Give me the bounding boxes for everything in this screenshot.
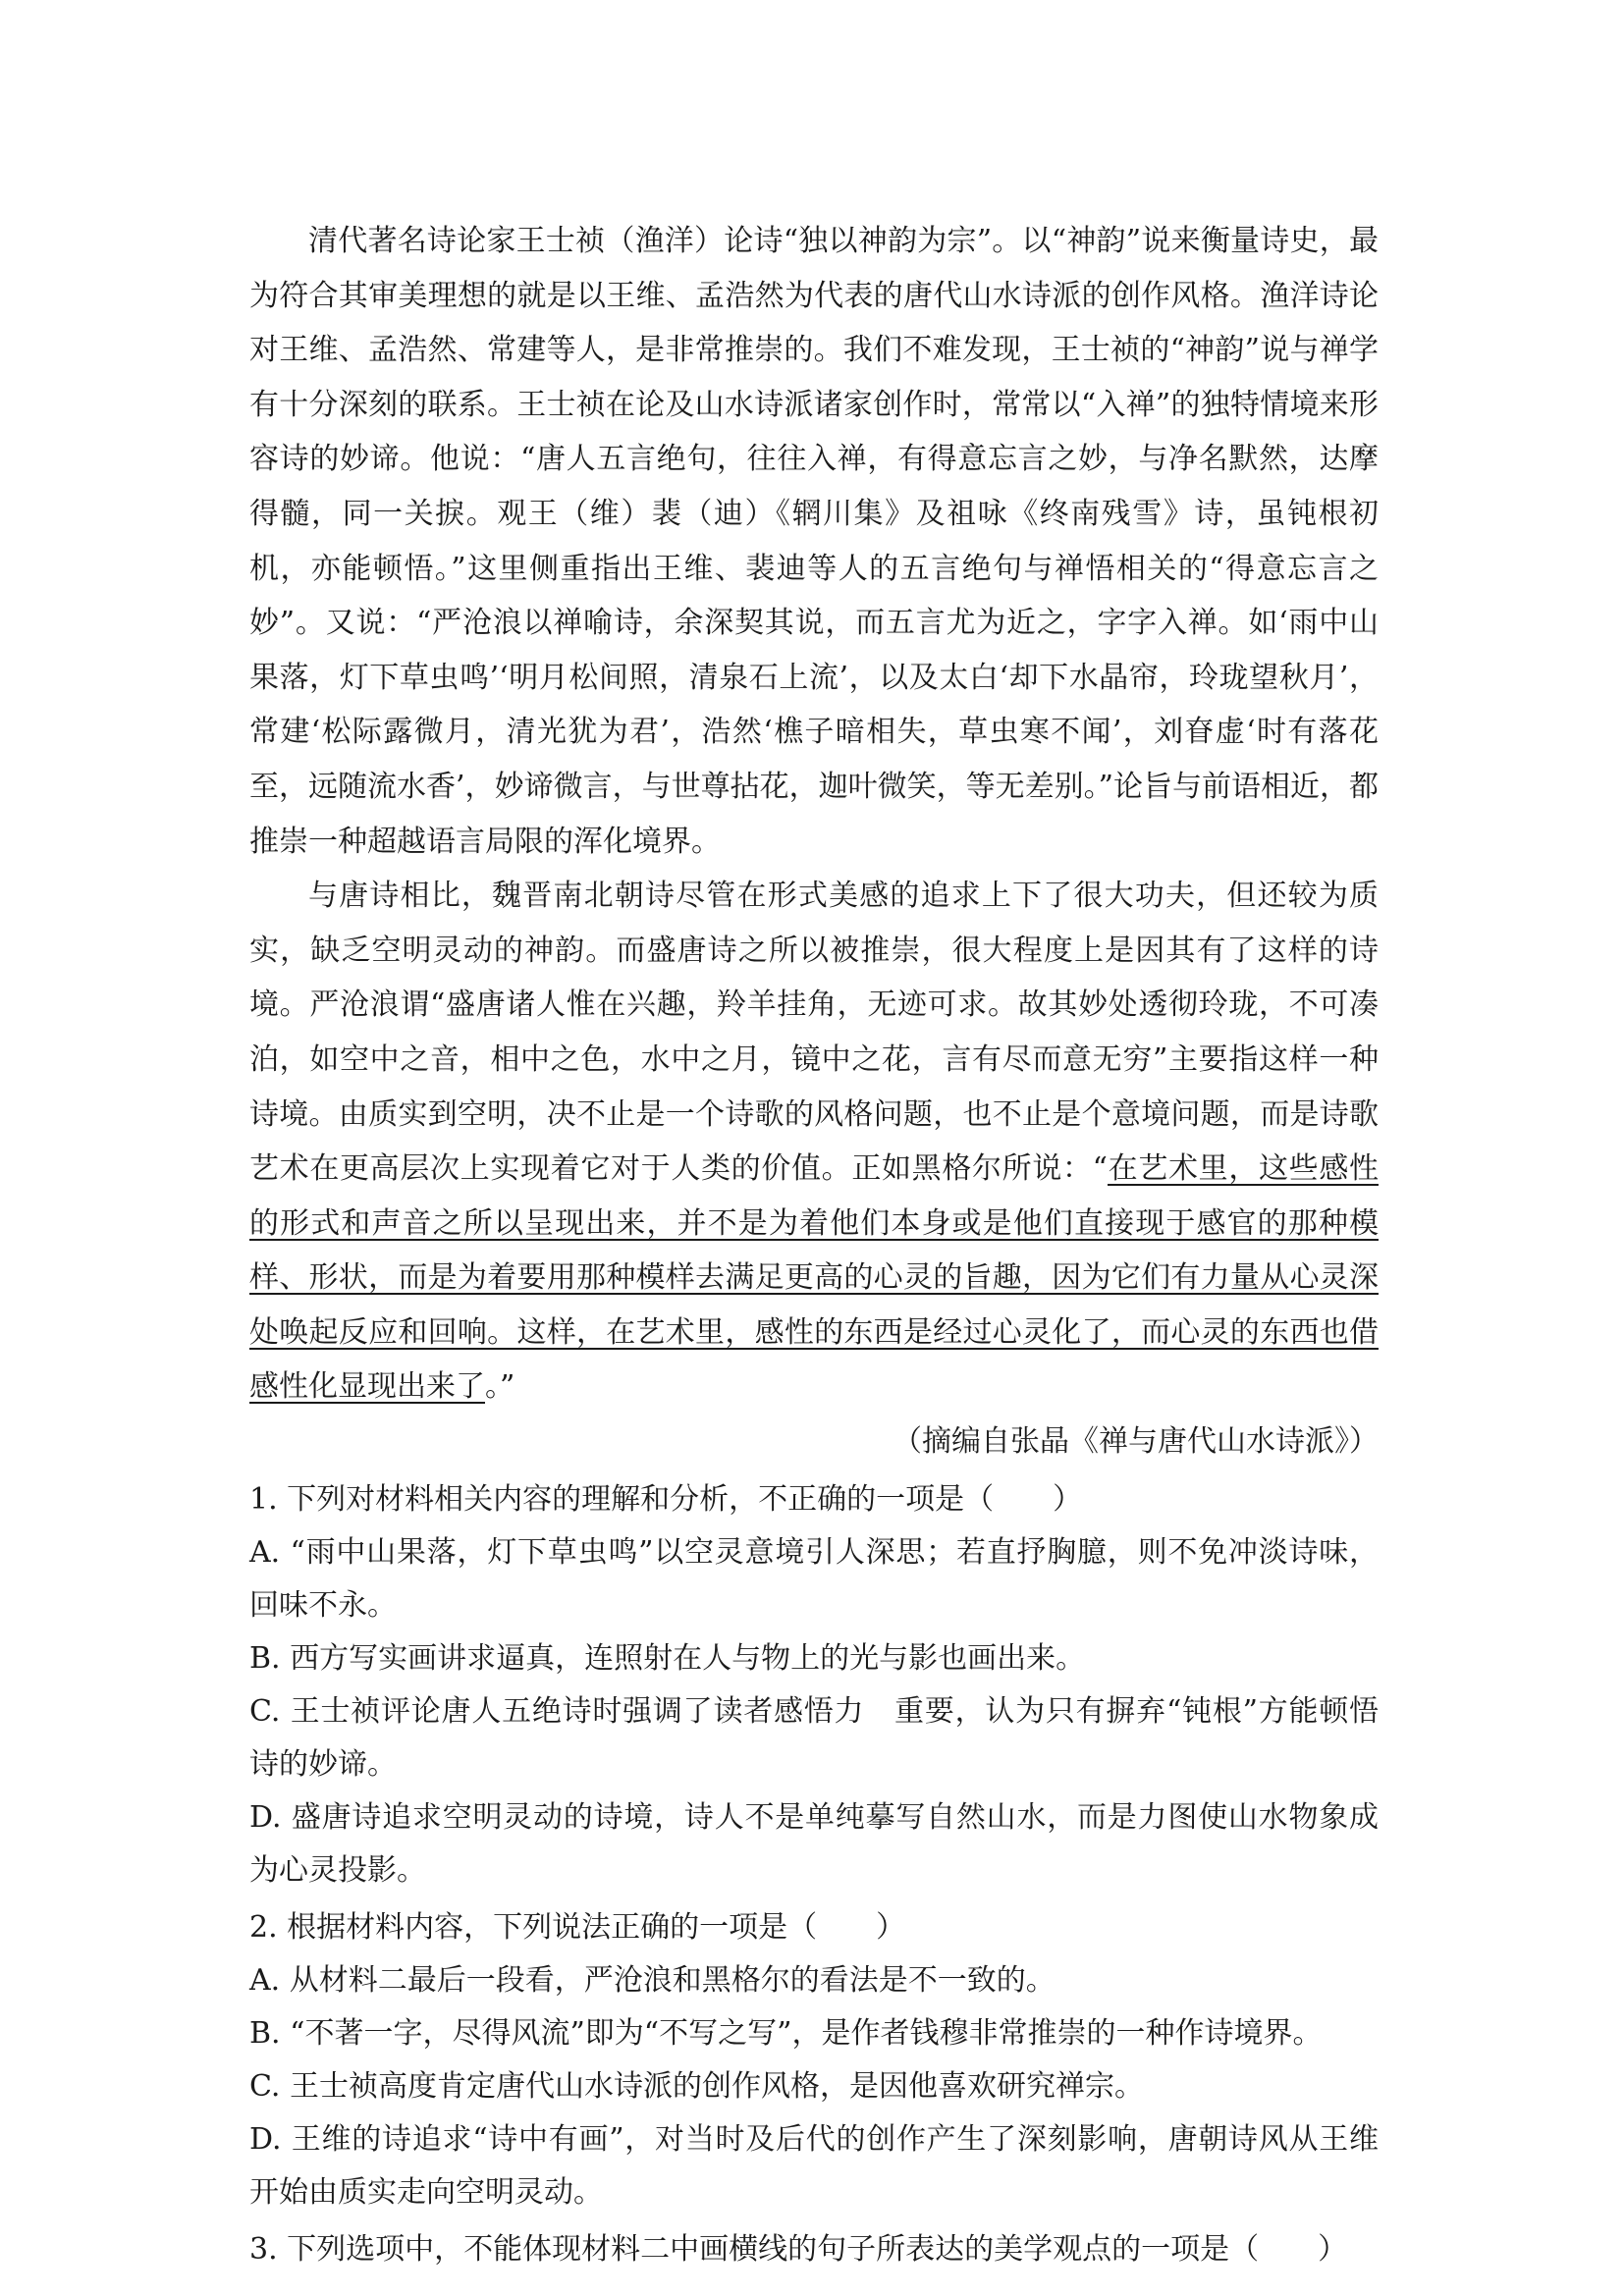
option-b[interactable]: B. 西方写实画讲求逼真，连照射在人与物上的光与影也画出来。	[249, 1640, 1086, 1676]
question-stem: 1. 下列对材料相关内容的理解和分析，不正确的一项是（ ）	[249, 1481, 1083, 1517]
question-stem: 2. 根据材料内容，下列说法正确的一项是（ ）	[249, 1909, 906, 1945]
option-d[interactable]: D. 盛唐诗追求空明灵动的诗境，诗人不是单纯摹写自然山水，而是力图使山水物象成为心灵投影。	[249, 1799, 1379, 1888]
paragraph-2-text: 与唐诗相比，魏晋南北朝诗尽管在形式美感的追求上下了很大功夫，但还较为质实，缺乏空明灵动的神韵。而盛唐诗之所以被推崇，很大程度上是因其有了这样的诗境。严沧浪谓“盛唐诸人惟在兴趣，羚羊挂角，无迹可求。故其妙处透彻玲珑，不可凑泊，如空中之音，相中之色，水中之月，镜中之花，言有尽而意无穷”主要指这样一种诗境。由质实到空明，决不止是一个诗歌的风格问题，也不止是个意境问题，而是诗歌艺术在更高层次上实现着它对于人类的价值。正如黑格尔所说：“	[249, 879, 1379, 1187]
option-b[interactable]: B. “不著一字，尽得风流”即为“不写之写”，是作者钱穆非常推崇的一种作诗境界。	[249, 2015, 1323, 2051]
question-1	[249, 1473, 1379, 1897]
option-a[interactable]: A. “雨中山果落，灯下草虫鸣”以空灵意境引人深思；若直抒胸臆，则不免冲淡诗味，回味不永。	[249, 1534, 1379, 1623]
option-c[interactable]: C. 王士祯评论唐人五绝诗时强调了读者感悟力 重要，认为只有摒弃“钝根”方能顿悟诗的妙谛。	[249, 1693, 1379, 1782]
question-stem: 3. 下列选项中，不能体现材料二中画横线的句子所表达的美学观点的一项是（ ）	[249, 2231, 1348, 2267]
quote-close: 。”	[485, 1369, 515, 1405]
option-c[interactable]: C. 王士祯高度肯定唐代山水诗派的创作风格，是因他喜欢研究禅宗。	[249, 2068, 1144, 2104]
option-d[interactable]: D. 王维的诗追求“诗中有画”，对当时及后代的创作产生了深刻影响，唐朝诗风从王维开始由质实走向空明灵动。	[249, 2121, 1379, 2210]
document-page	[249, 214, 1379, 2276]
option-a[interactable]: A. 从材料二最后一段看，严沧浪和黑格尔的看法是不一致的。	[249, 1962, 1056, 1998]
question-3	[249, 2223, 1379, 2276]
passage-paragraph-2	[249, 869, 1379, 1415]
question-2	[249, 1901, 1379, 2219]
passage-source: （摘编自张晶《禅与唐代山水诗派》）	[893, 1424, 1379, 1460]
underlined-quote: 在艺术里，这些感性的形式和声音之所以呈现出来，并不是为着他们本身或是他们直接现于感官的那种模样、形状，而是为着要用那种模样去满足更高的心灵的旨趣，因为它们有力量从心灵深处唤起反应和回响。这样，在艺术里，感性的东西是经过心灵化了，而心灵的东西也借感性化显现出来了	[249, 1151, 1379, 1405]
passage-paragraph-1: 清代著名诗论家王士祯（渔洋）论诗“独以神韵为宗”。以“神韵”说来衡量诗史，最为符合其审美理想的就是以王维、孟浩然为代表的唐代山水诗派的创作风格。渔洋诗论对王维、孟浩然、常建等人，是非常推崇的。我们不难发现，王士祯的“神韵”说与禅学有十分深刻的联系。王士祯在论及山水诗派诸家创作时，常常以“入禅”的独特情境来形容诗的妙谛。他说：“唐人五言绝句，往往入禅，有得意忘言之妙，与净名默然，达摩得髓，同一关捩。观王（维）裴（迪）《辋川集》及祖咏《终南残雪》诗，虽钝根初机，亦能顿悟。”这里侧重指出王维、裴迪等人的五言绝句与禅悟相关的“得意忘言之妙”。又说：“严沧浪以禅喻诗，余深契其说，而五言尤为近之，字字入禅。如‘雨中山果落，灯下草虫鸣’‘明月松间照，清泉石上流’，以及太白‘却下水晶帘，玲珑望秋月’，常建‘松际露微月，清光犹为君’，浩然‘樵子暗相失，草虫寒不闻’，刘眘虚‘时有落花至，远随流水香’，妙谛微言，与世尊拈花，迦叶微笑，等无差别。”论旨与前语相近，都推崇一种超越语言局限的浑化境界。	[249, 224, 1379, 859]
